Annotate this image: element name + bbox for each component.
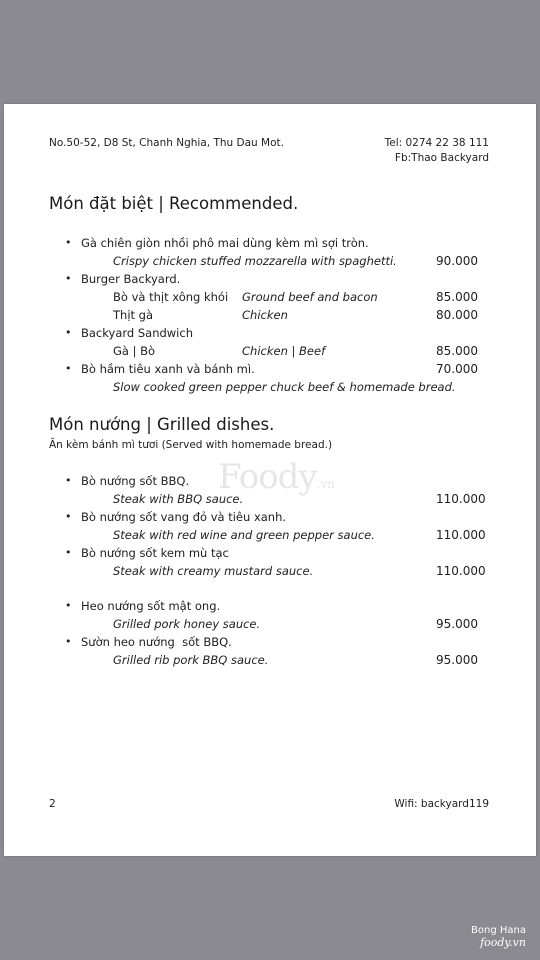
watermark-tld: .vn xyxy=(316,477,335,491)
menu-item-price: 110.000 xyxy=(436,564,486,578)
bullet-icon: • xyxy=(65,362,72,375)
foody-logo-icon: foody.vn xyxy=(480,936,526,949)
menu-item-desc: Steak with red wine and green pepper sauce. xyxy=(113,528,375,542)
menu-option-price: 85.000 xyxy=(436,290,478,304)
menu-item-price: 90.000 xyxy=(436,254,478,268)
menu-item-desc: Steak with BBQ sauce. xyxy=(113,492,244,506)
photo-credit xyxy=(471,925,526,949)
bullet-icon: • xyxy=(65,510,72,523)
bullet-icon: • xyxy=(65,236,72,249)
menu-item-name: Bò hầm tiêu xanh và bánh mì. xyxy=(81,362,255,376)
menu-item-price: 110.000 xyxy=(436,528,486,542)
grilled-heading: Món nướng | Grilled dishes. xyxy=(49,415,275,434)
menu-item-desc: Grilled rib pork BBQ sauce. xyxy=(113,653,269,667)
menu-item-name: Gà chiên giòn nhồi phô mai dùng kèm mì sợi tròn. xyxy=(81,236,369,250)
menu-option-desc: Chicken xyxy=(242,308,288,322)
wifi-text: Wifi: backyard119 xyxy=(394,798,489,810)
menu-option-name: Thịt gà xyxy=(113,308,154,322)
credit-author: Bong Hana xyxy=(471,925,526,936)
menu-option-price: 85.000 xyxy=(436,344,478,358)
bullet-icon: • xyxy=(65,474,72,487)
menu-option-name: Bò và thịt xông khói xyxy=(113,290,229,304)
menu-option-desc: Chicken | Beef xyxy=(242,344,326,358)
bullet-icon: • xyxy=(65,635,72,648)
menu-option-desc: Ground beef and bacon xyxy=(242,290,378,304)
watermark-brand: Foody xyxy=(218,457,317,497)
recommended-heading: Món đặt biệt | Recommended. xyxy=(49,194,299,213)
page-number: 2 xyxy=(49,798,56,810)
menu-item-price: 95.000 xyxy=(436,653,478,667)
menu-item-name: Bò nướng sốt BBQ. xyxy=(81,474,190,488)
bullet-icon: • xyxy=(65,599,72,612)
foody-watermark xyxy=(218,457,335,497)
grilled-subtitle: Ăn kèm bánh mì tươi (Served with homemade bread.) xyxy=(49,439,333,451)
menu-item-price: 95.000 xyxy=(436,617,478,631)
bullet-icon: • xyxy=(65,326,72,339)
menu-option-price: 80.000 xyxy=(436,308,478,322)
menu-item-name: Bò nướng sốt vang đỏ và tiêu xanh. xyxy=(81,510,287,524)
menu-item-name: Heo nướng sốt mật ong. xyxy=(81,599,221,613)
menu-item-desc: Steak with creamy mustard sauce. xyxy=(113,564,314,578)
telephone-text: Tel: 0274 22 38 111 xyxy=(384,137,489,149)
menu-item-price: 70.000 xyxy=(436,362,478,376)
address-text: No.50-52, D8 St, Chanh Nghia, Thu Dau Mot. xyxy=(49,137,284,149)
menu-item-price: 110.000 xyxy=(436,492,486,506)
bullet-icon: • xyxy=(65,546,72,559)
menu-item-name: Sườn heo nướng sốt BBQ. xyxy=(81,635,232,649)
facebook-text: Fb:Thao Backyard xyxy=(394,152,489,164)
menu-item-name: Backyard Sandwich xyxy=(81,326,193,340)
menu-item-desc: Slow cooked green pepper chuck beef & homemade bread. xyxy=(113,380,456,394)
menu-item-name: Bò nướng sốt kem mù tạc xyxy=(81,546,229,560)
menu-item-name: Burger Backyard. xyxy=(81,272,181,286)
menu-option-name: Gà | Bò xyxy=(113,344,156,358)
menu-item-desc: Crispy chicken stuffed mozzarella with spaghetti. xyxy=(113,254,397,268)
menu-item-desc: Grilled pork honey sauce. xyxy=(113,617,261,631)
bullet-icon: • xyxy=(65,272,72,285)
